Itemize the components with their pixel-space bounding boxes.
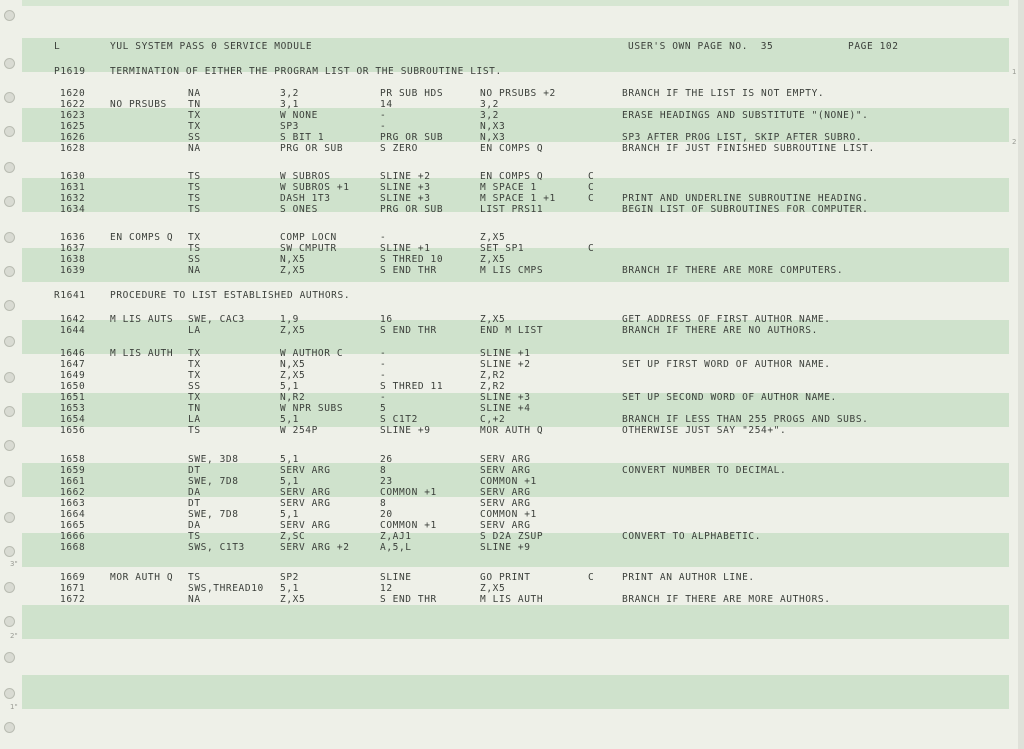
operand-c: NO PRSUBS +2 [480,88,556,99]
operand-b: Z,AJ1 [380,531,412,542]
operand-a: SERV ARG [280,498,331,509]
operand-c: SLINE +1 [480,348,531,359]
operand-c: LIST PRS11 [480,204,544,215]
line-label: M LIS AUTH [110,348,174,359]
line-comment: ERASE HEADINGS AND SUBSTITUTE "(NONE)". [622,110,869,121]
operand-a: 5,1 [280,583,299,594]
operand-a: 5,1 [280,454,299,465]
feed-hole-icon [4,336,15,347]
line-comment: BRANCH IF THERE ARE MORE COMPUTERS. [622,265,844,276]
line-opcode: TN [188,99,201,110]
feed-hole-icon [4,406,15,417]
feed-hole-icon [4,126,15,137]
line-number: 1664 [60,509,86,520]
line-label: M LIS AUTS [110,314,174,325]
user-page-number: USER'S OWN PAGE NO. 35 [628,41,774,52]
operand-a: S ONES [280,204,318,215]
operand-c: M SPACE 1 [480,182,537,193]
line-number: 1662 [60,487,86,498]
operand-a: W NONE [280,110,318,121]
feed-hole-icon [4,722,15,733]
operand-c: COMMON +1 [480,509,537,520]
operand-a: 5,1 [280,381,299,392]
margin-mark: 3" [10,560,18,568]
line-number: 1663 [60,498,86,509]
operand-b: 20 [380,509,393,520]
line-comment: BRANCH IF THE LIST IS NOT EMPTY. [622,88,825,99]
line-comment: PRINT AND UNDERLINE SUBROUTINE HEADING. [622,193,869,204]
page-title: YUL SYSTEM PASS 0 SERVICE MODULE [110,41,313,52]
line-flag: C [588,182,595,193]
operand-c: SLINE +3 [480,392,531,403]
line-number: 1668 [60,542,86,553]
operand-c: SLINE +2 [480,359,531,370]
line-flag: C [588,171,595,182]
line-comment: GET ADDRESS OF FIRST AUTHOR NAME. [622,314,831,325]
line-opcode: TN [188,403,201,414]
line-comment: BRANCH IF LESS THAN 255 PROGS AND SUBS. [622,414,869,425]
operand-b: SLINE [380,572,412,583]
operand-a: Z,X5 [280,325,306,336]
page-number: PAGE 102 [848,41,899,52]
line-opcode: SWE, 3D8 [188,454,239,465]
operand-b: COMMON +1 [380,520,437,531]
line-comment: BEGIN LIST OF SUBROUTINES FOR COMPUTER. [622,204,869,215]
operand-c: Z,X5 [480,583,506,594]
line-number: 1654 [60,414,86,425]
operand-a: N,X5 [280,359,306,370]
line-opcode: TX [188,392,201,403]
feed-hole-icon [4,476,15,487]
operand-a: W SUBROS [280,171,331,182]
operand-b: PRG OR SUB [380,132,444,143]
line-comment: SET UP FIRST WORD OF AUTHOR NAME. [622,359,831,370]
operand-c: END M LIST [480,325,544,336]
line-number: 1651 [60,392,86,403]
operand-a: 5,1 [280,509,299,520]
operand-c: S D2A ZSUP [480,531,544,542]
feed-hole-icon [4,582,15,593]
operand-b: S END THR [380,594,437,605]
operand-a: 5,1 [280,414,299,425]
operand-b: - [380,392,387,403]
operand-b: S THRED 11 [380,381,444,392]
operand-c: MOR AUTH Q [480,425,544,436]
paper-edge [1018,0,1024,749]
operand-b: S END THR [380,325,437,336]
line-opcode: NA [188,88,201,99]
operand-a: N,X5 [280,254,306,265]
line-number: 1653 [60,403,86,414]
operand-c: N,X3 [480,121,506,132]
line-opcode: SWS,THREAD10 [188,583,264,594]
feed-hole-icon [4,546,15,557]
line-number: 1634 [60,204,86,215]
operand-b: - [380,370,387,381]
line-label: EN COMPS Q [110,232,174,243]
operand-c: M LIS AUTH [480,594,544,605]
line-label: NO PRSUBS [110,99,167,110]
line-comment: CONVERT TO ALPHABETIC. [622,531,762,542]
operand-b: - [380,121,387,132]
line-comment: BRANCH IF THERE ARE NO AUTHORS. [622,325,818,336]
line-opcode: DT [188,465,201,476]
operand-a: Z,SC [280,531,306,542]
operand-b: S ZERO [380,143,418,154]
operand-b: S END THR [380,265,437,276]
operand-b: 8 [380,498,387,509]
operand-b: PRG OR SUB [380,204,444,215]
line-comment: BRANCH IF THERE ARE MORE AUTHORS. [622,594,831,605]
line-opcode: TX [188,121,201,132]
line-opcode: DT [188,498,201,509]
operand-c: EN COMPS Q [480,171,544,182]
line-label: MOR AUTH Q [110,572,174,583]
line-number: 1649 [60,370,86,381]
line-opcode: TS [188,171,201,182]
line-number: 1672 [60,594,86,605]
line-opcode: SWS, C1T3 [188,542,245,553]
line-number: 1638 [60,254,86,265]
line-number: 1626 [60,132,86,143]
operand-a: N,R2 [280,392,306,403]
line-opcode: LA [188,414,201,425]
operand-a: W NPR SUBS [280,403,344,414]
operand-a: PRG OR SUB [280,143,344,154]
line-number: 1622 [60,99,86,110]
operand-a: SERV ARG [280,520,331,531]
line-number: 1658 [60,454,86,465]
operand-b: SLINE +3 [380,182,431,193]
operand-b: 12 [380,583,393,594]
operand-a: SERV ARG [280,487,331,498]
feed-hole-icon [4,92,15,103]
operand-b: SLINE +3 [380,193,431,204]
line-opcode: DA [188,520,201,531]
operand-a: 3,2 [280,88,299,99]
operand-b: 5 [380,403,387,414]
feed-hole-icon [4,58,15,69]
operand-c: Z,X5 [480,314,506,325]
margin-mark: 1" [10,703,18,711]
line-number: 1647 [60,359,86,370]
operand-b: 8 [380,465,387,476]
line-number: 1630 [60,171,86,182]
operand-a: SW CMPUTR [280,243,337,254]
margin-mark: 2 [1012,138,1017,146]
line-number: 1656 [60,425,86,436]
operand-a: Z,X5 [280,265,306,276]
green-bar [22,675,1009,709]
feed-hole-icon [4,616,15,627]
section-id: R1641 [54,290,86,301]
operand-a: DASH 1T3 [280,193,331,204]
operand-c: SET SP1 [480,243,525,254]
operand-a: Z,X5 [280,594,306,605]
operand-c: Z,R2 [480,370,506,381]
operand-c: SLINE +9 [480,542,531,553]
operand-c: M LIS CMPS [480,265,544,276]
feed-hole-icon [4,652,15,663]
operand-b: SLINE +2 [380,171,431,182]
line-opcode: SS [188,132,201,143]
line-opcode: SS [188,381,201,392]
operand-c: COMMON +1 [480,476,537,487]
operand-b: SLINE +1 [380,243,431,254]
operand-c: SERV ARG [480,465,531,476]
operand-c: Z,X5 [480,232,506,243]
line-number: 1661 [60,476,86,487]
operand-c: N,X3 [480,132,506,143]
operand-a: 5,1 [280,476,299,487]
operand-b: PR SUB HDS [380,88,444,99]
feed-hole-icon [4,300,15,311]
operand-a: SERV ARG +2 [280,542,350,553]
line-opcode: DA [188,487,201,498]
operand-c: M SPACE 1 +1 [480,193,556,204]
line-number: 1639 [60,265,86,276]
line-comment: SET UP SECOND WORD OF AUTHOR NAME. [622,392,837,403]
line-number: 1659 [60,465,86,476]
operand-b: - [380,348,387,359]
line-opcode: TS [188,204,201,215]
line-opcode: NA [188,143,201,154]
operand-b: S C1T2 [380,414,418,425]
line-number: 1665 [60,520,86,531]
line-comment: SP3 AFTER PROG LIST, SKIP AFTER SUBRO. [622,132,863,143]
operand-c: Z,X5 [480,254,506,265]
operand-b: - [380,232,387,243]
header-marker: L [54,41,61,52]
line-opcode: SWE, 7D8 [188,509,239,520]
operand-a: COMP LOCN [280,232,337,243]
operand-a: 3,1 [280,99,299,110]
line-number: 1631 [60,182,86,193]
operand-c: GO PRINT [480,572,531,583]
line-comment: BRANCH IF JUST FINISHED SUBROUTINE LIST. [622,143,875,154]
line-number: 1671 [60,583,86,594]
section-heading: TERMINATION OF EITHER THE PROGRAM LIST OR THE SUBROUTINE LIST. [110,66,502,77]
operand-b: 23 [380,476,393,487]
green-bar [22,0,1009,6]
operand-b: COMMON +1 [380,487,437,498]
line-opcode: SWE, 7D8 [188,476,239,487]
line-opcode: SS [188,254,201,265]
line-number: 1669 [60,572,86,583]
line-number: 1642 [60,314,86,325]
line-comment: OTHERWISE JUST SAY "254+". [622,425,787,436]
line-number: 1623 [60,110,86,121]
operand-c: SLINE +4 [480,403,531,414]
line-opcode: TX [188,370,201,381]
green-bar [22,605,1009,639]
line-opcode: NA [188,265,201,276]
operand-a: 1,9 [280,314,299,325]
feed-hole-icon [4,196,15,207]
line-opcode: TS [188,425,201,436]
line-flag: C [588,572,595,583]
line-number: 1637 [60,243,86,254]
line-flag: C [588,243,595,254]
operand-b: - [380,359,387,370]
line-comment: CONVERT NUMBER TO DECIMAL. [622,465,787,476]
operand-a: SERV ARG [280,465,331,476]
line-opcode: TX [188,359,201,370]
operand-b: S THRED 10 [380,254,444,265]
line-number: 1628 [60,143,86,154]
feed-hole-icon [4,162,15,173]
line-opcode: TS [188,572,201,583]
line-opcode: TX [188,110,201,121]
section-heading: PROCEDURE TO LIST ESTABLISHED AUTHORS. [110,290,351,301]
feed-hole-icon [4,232,15,243]
operand-b: 14 [380,99,393,110]
operand-a: Z,X5 [280,370,306,381]
operand-c: C,+2 [480,414,506,425]
operand-c: Z,R2 [480,381,506,392]
operand-b: 16 [380,314,393,325]
line-number: 1620 [60,88,86,99]
operand-c: 3,2 [480,110,499,121]
operand-a: W AUTHOR C [280,348,344,359]
line-opcode: TS [188,243,201,254]
operand-b: SLINE +9 [380,425,431,436]
feed-hole-icon [4,688,15,699]
operand-a: SP3 [280,121,299,132]
line-opcode: TX [188,232,201,243]
line-number: 1650 [60,381,86,392]
line-number: 1666 [60,531,86,542]
line-flag: C [588,193,595,204]
margin-mark: 1 [1012,68,1017,76]
feed-hole-icon [4,512,15,523]
line-opcode: TX [188,348,201,359]
line-number: 1632 [60,193,86,204]
operand-a: S BIT 1 [280,132,325,143]
operand-a: SP2 [280,572,299,583]
feed-hole-icon [4,372,15,383]
line-opcode: TS [188,193,201,204]
feed-hole-icon [4,266,15,277]
operand-b: - [380,110,387,121]
margin-mark: 2" [10,632,18,640]
line-number: 1644 [60,325,86,336]
line-opcode: NA [188,594,201,605]
operand-b: 26 [380,454,393,465]
line-opcode: SWE, CAC3 [188,314,245,325]
operand-b: A,5,L [380,542,412,553]
operand-c: SERV ARG [480,487,531,498]
line-opcode: TS [188,182,201,193]
operand-a: W SUBROS +1 [280,182,350,193]
feed-hole-icon [4,10,15,21]
line-opcode: TS [188,531,201,542]
operand-c: 3,2 [480,99,499,110]
line-number: 1636 [60,232,86,243]
line-number: 1625 [60,121,86,132]
line-opcode: LA [188,325,201,336]
line-number: 1646 [60,348,86,359]
operand-a: W 254P [280,425,318,436]
operand-c: SERV ARG [480,520,531,531]
operand-c: SERV ARG [480,498,531,509]
operand-c: SERV ARG [480,454,531,465]
feed-hole-icon [4,440,15,451]
line-comment: PRINT AN AUTHOR LINE. [622,572,755,583]
section-id: P1619 [54,66,86,77]
operand-c: EN COMPS Q [480,143,544,154]
